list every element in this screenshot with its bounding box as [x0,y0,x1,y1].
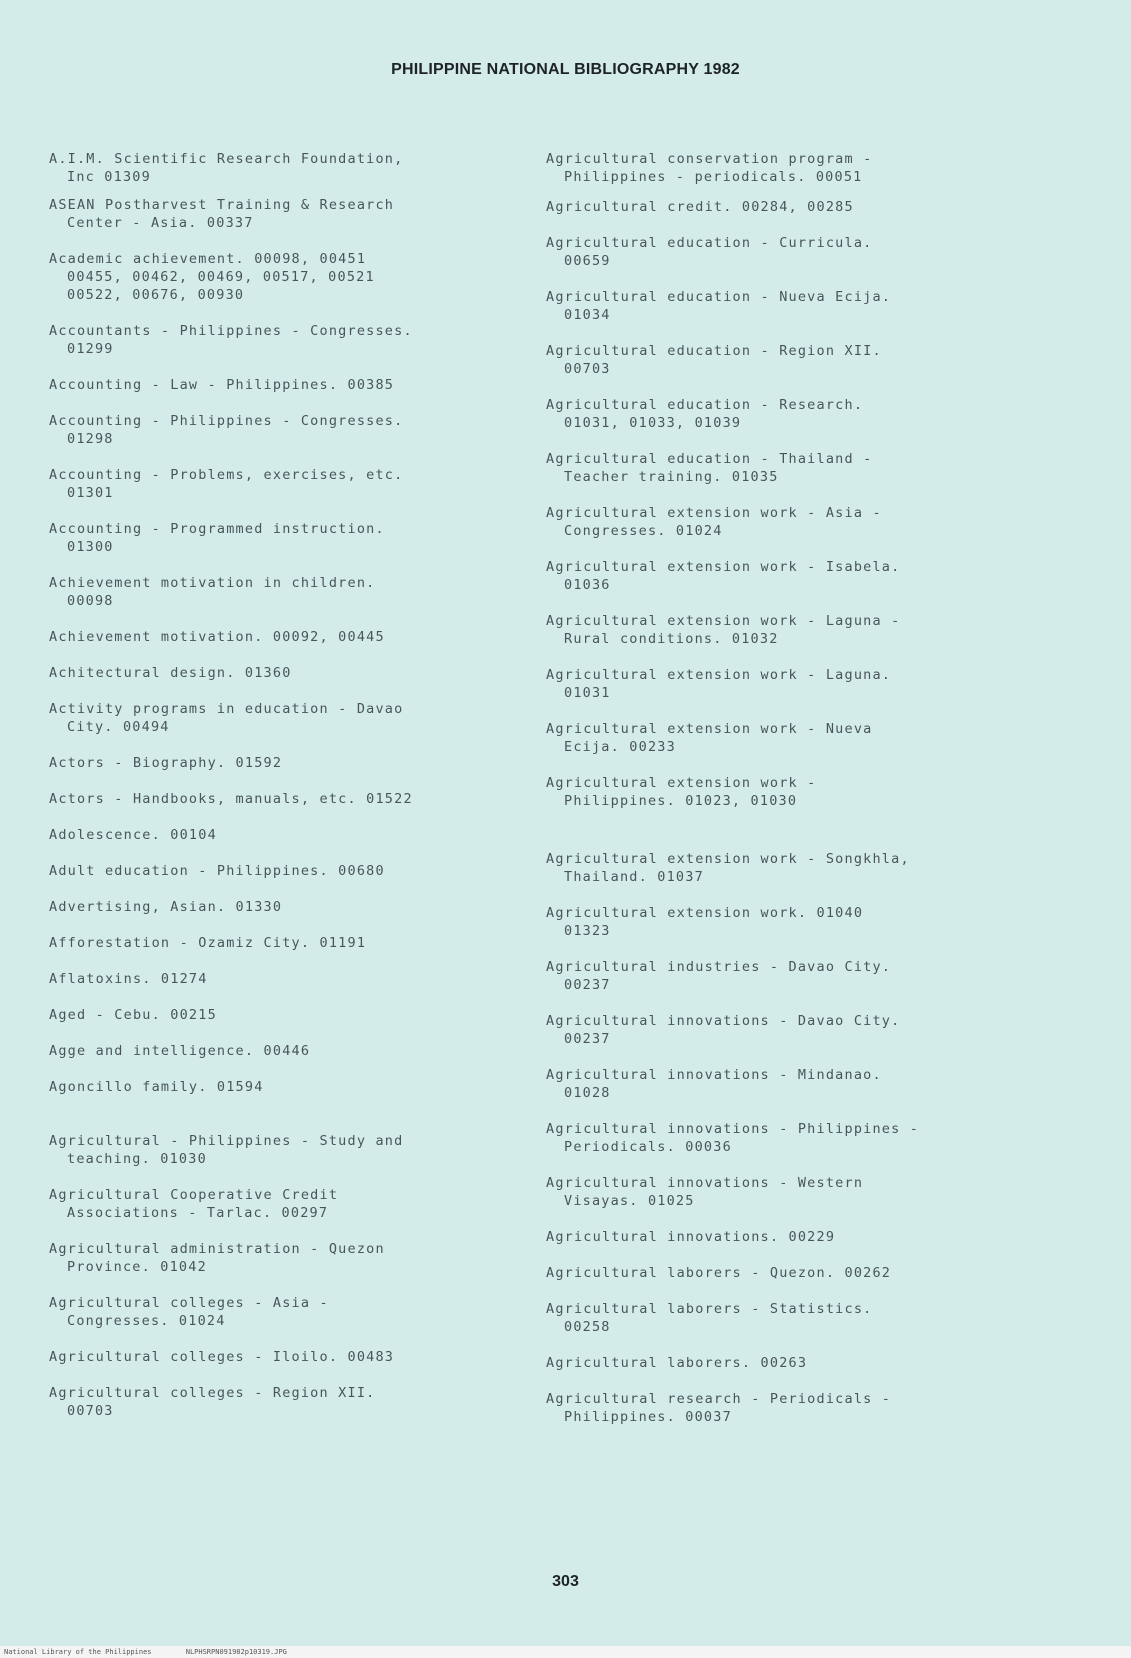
entry-continuation: Inc 01309 [67,169,151,185]
left-index-entry [49,862,385,880]
subject-heading: Aflatoxins. 01274 [49,971,208,987]
left-index-entry [49,664,292,682]
subject-heading: Agricultural extension work - Isabela. [546,559,901,575]
right-index-entry [546,1300,872,1336]
subject-heading: Accounting - Philippines - Congresses. [49,413,404,429]
left-index-entry [49,1348,394,1366]
subject-heading: Accountants - Philippines - Congresses. [49,323,413,339]
right-index-entry [546,904,863,940]
subject-heading: Achievement motivation. 00092, 00445 [49,629,385,645]
subject-heading: Agricultural Cooperative Credit [49,1187,339,1203]
entry-continuation: Province. 01042 [67,1259,207,1275]
subject-heading: A.I.M. Scientific Research Foundation, [49,151,404,167]
subject-heading: Agricultural education - Nueva Ecija. [546,289,892,305]
entry-continuation: Congresses. 01024 [564,523,723,539]
subject-heading: Agricultural extension work - Laguna - [546,613,901,629]
subject-heading: Achitectural design. 01360 [49,665,292,681]
left-index-entry [49,1006,217,1024]
left-index-entry [49,934,366,952]
entry-continuation: Associations - Tarlac. 00297 [67,1205,329,1221]
entry-continuation: 01301 [67,485,114,501]
right-index-entry [546,666,891,702]
subject-heading: Actors - Handbooks, manuals, etc. 01522 [49,791,413,807]
entry-continuation: 00237 [564,1031,611,1047]
right-index-entry [546,1354,807,1372]
left-index-entry [49,826,217,844]
subject-heading: Agricultural laborers - Statistics. [546,1301,873,1317]
entry-continuation: Center - Asia. 00337 [67,215,254,231]
subject-heading: Accounting - Problems, exercises, etc. [49,467,404,483]
subject-heading: Agricultural innovations - Western [546,1175,864,1191]
subject-heading: ASEAN Postharvest Training & Research [49,197,395,213]
subject-heading: Achievement motivation in children. [49,575,376,591]
subject-heading: Agricultural colleges - Asia - [49,1295,329,1311]
entry-continuation: Congresses. 01024 [67,1313,226,1329]
right-index-entry [546,612,900,648]
entry-continuation: teaching. 01030 [67,1151,207,1167]
subject-heading: Actors - Biography. 01592 [49,755,283,771]
entry-continuation: 00098 [67,593,114,609]
entry-continuation: Thailand. 01037 [564,869,704,885]
left-index-entry [49,574,375,610]
subject-heading: Agricultural extension work - Laguna. [546,667,892,683]
entry-continuation: Periodicals. 00036 [564,1139,732,1155]
subject-heading: Agricultural credit. 00284, 00285 [546,199,854,215]
entry-continuation: 00659 [564,253,611,269]
subject-heading: Agricultural laborers. 00263 [546,1355,808,1371]
left-index-entry [49,754,282,772]
subject-heading: Agricultural education - Research. [546,397,864,413]
entry-continuation: 01031, 01033, 01039 [564,415,742,431]
left-index-entry [49,520,385,556]
subject-heading: Academic achievement. 00098, 00451 [49,251,367,267]
subject-heading: Agge and intelligence. 00446 [49,1043,311,1059]
entry-continuation: 01300 [67,539,114,555]
right-index-entry [546,1174,863,1210]
entry-continuation: Philippines. 01023, 01030 [564,793,798,809]
left-index-entry [49,150,403,186]
subject-heading: Agricultural extension work - Songkhla, [546,851,910,867]
subject-heading: Agricultural colleges - Iloilo. 00483 [49,1349,395,1365]
left-index-entry [49,1240,385,1276]
left-index-entry [49,1294,329,1330]
bibliography-title: PHILIPPINE NATIONAL BIBLIOGRAPHY 1982 [391,61,740,78]
left-index-entry [49,376,394,394]
right-index-entry [546,234,872,270]
subject-heading: Agricultural education - Thailand - [546,451,873,467]
subject-heading: Agricultural laborers - Quezon. 00262 [546,1265,892,1281]
right-index-entry [546,558,900,594]
entry-continuation: 01036 [564,577,611,593]
entry-continuation: 01031 [564,685,611,701]
left-index-entry [49,1132,403,1168]
subject-heading: Activity programs in education - Davao [49,701,404,717]
subject-heading: Agricultural industries - Davao City. [546,959,892,975]
entry-continuation: City. 00494 [67,719,170,735]
left-index-entry [49,1042,310,1060]
right-index-entry [546,720,872,756]
left-index-entry [49,196,394,232]
entry-continuation: 01028 [564,1085,611,1101]
right-index-entry [546,288,891,324]
left-index-entry [49,250,375,304]
subject-heading: Afforestation - Ozamiz City. 01191 [49,935,367,951]
right-index-entry [546,504,882,540]
right-index-entry [546,1390,891,1426]
right-index-entry [546,1012,900,1048]
entry-continuation: 00522, 00676, 00930 [67,287,245,303]
subject-heading: Agricultural extension work - [546,775,817,791]
page-header [0,61,1131,79]
left-index-entry [49,466,403,502]
subject-heading: Accounting - Law - Philippines. 00385 [49,377,395,393]
subject-heading: Agricultural administration - Quezon [49,1241,385,1257]
entry-continuation: 00258 [564,1319,611,1335]
subject-heading: Agoncillo family. 01594 [49,1079,264,1095]
entry-continuation: Philippines - periodicals. 00051 [564,169,863,185]
right-index-entry [546,150,872,186]
entry-continuation: 00703 [564,361,611,377]
subject-heading: Agricultural extension work - Nueva [546,721,873,737]
left-index-entry [49,322,413,358]
left-index-entry [49,628,385,646]
subject-heading: Adult education - Philippines. 00680 [49,863,385,879]
entry-continuation: Visayas. 01025 [564,1193,695,1209]
left-index-entry [49,700,403,736]
subject-heading: Accounting - Programmed instruction. [49,521,385,537]
left-index-entry [49,898,282,916]
right-index-entry [546,396,863,432]
subject-heading: Agricultural innovations - Davao City. [546,1013,901,1029]
entry-continuation: Ecija. 00233 [564,739,676,755]
right-index-entry [546,958,891,994]
entry-continuation: Philippines. 00037 [564,1409,732,1425]
entry-continuation: 00237 [564,977,611,993]
right-index-entry [546,850,910,886]
entry-continuation: Rural conditions. 01032 [564,631,779,647]
left-index-entry [49,970,208,988]
footer-file-id: NLPHSRPN091982p10319.JPG [185,1648,287,1656]
right-index-entry [546,198,854,216]
subject-heading: Agricultural colleges - Region XII. [49,1385,376,1401]
subject-heading: Agricultural extension work - Asia - [546,505,882,521]
entry-continuation: 01034 [564,307,611,323]
right-index-entry [546,1120,919,1156]
subject-heading: Agricultural innovations - Philippines - [546,1121,920,1137]
right-index-entry [546,1066,882,1102]
subject-heading: Aged - Cebu. 00215 [49,1007,217,1023]
subject-heading: Agricultural innovations. 00229 [546,1229,836,1245]
right-index-entry [546,1264,891,1282]
page-number: 303 [552,1573,579,1590]
left-index-entry [49,790,413,808]
subject-heading: Agricultural innovations - Mindanao. [546,1067,882,1083]
subject-heading: Agricultural extension work. 01040 [546,905,864,921]
subject-heading: Adolescence. 00104 [49,827,217,843]
right-index-entry [546,450,872,486]
entry-continuation: 01323 [564,923,611,939]
entry-continuation: 00455, 00462, 00469, 00517, 00521 [67,269,375,285]
right-index-entry [546,342,882,378]
entry-continuation: Teacher training. 01035 [564,469,779,485]
scan-footer [0,1646,1131,1658]
footer-library: National Library of the Philippines [4,1648,152,1656]
subject-heading: Agricultural conservation program - [546,151,873,167]
subject-heading: Advertising, Asian. 01330 [49,899,283,915]
left-index-entry [49,1186,338,1222]
subject-heading: Agricultural education - Curricula. [546,235,873,251]
subject-heading: Agricultural research - Periodicals - [546,1391,892,1407]
right-index-entry [546,1228,835,1246]
right-index-entry [546,774,817,810]
entry-continuation: 00703 [67,1403,114,1419]
subject-heading: Agricultural - Philippines - Study and [49,1133,404,1149]
subject-heading: Agricultural education - Region XII. [546,343,882,359]
left-index-entry [49,1384,375,1420]
entry-continuation: 01299 [67,341,114,357]
left-index-entry [49,1078,264,1096]
entry-continuation: 01298 [67,431,114,447]
left-index-entry [49,412,403,448]
